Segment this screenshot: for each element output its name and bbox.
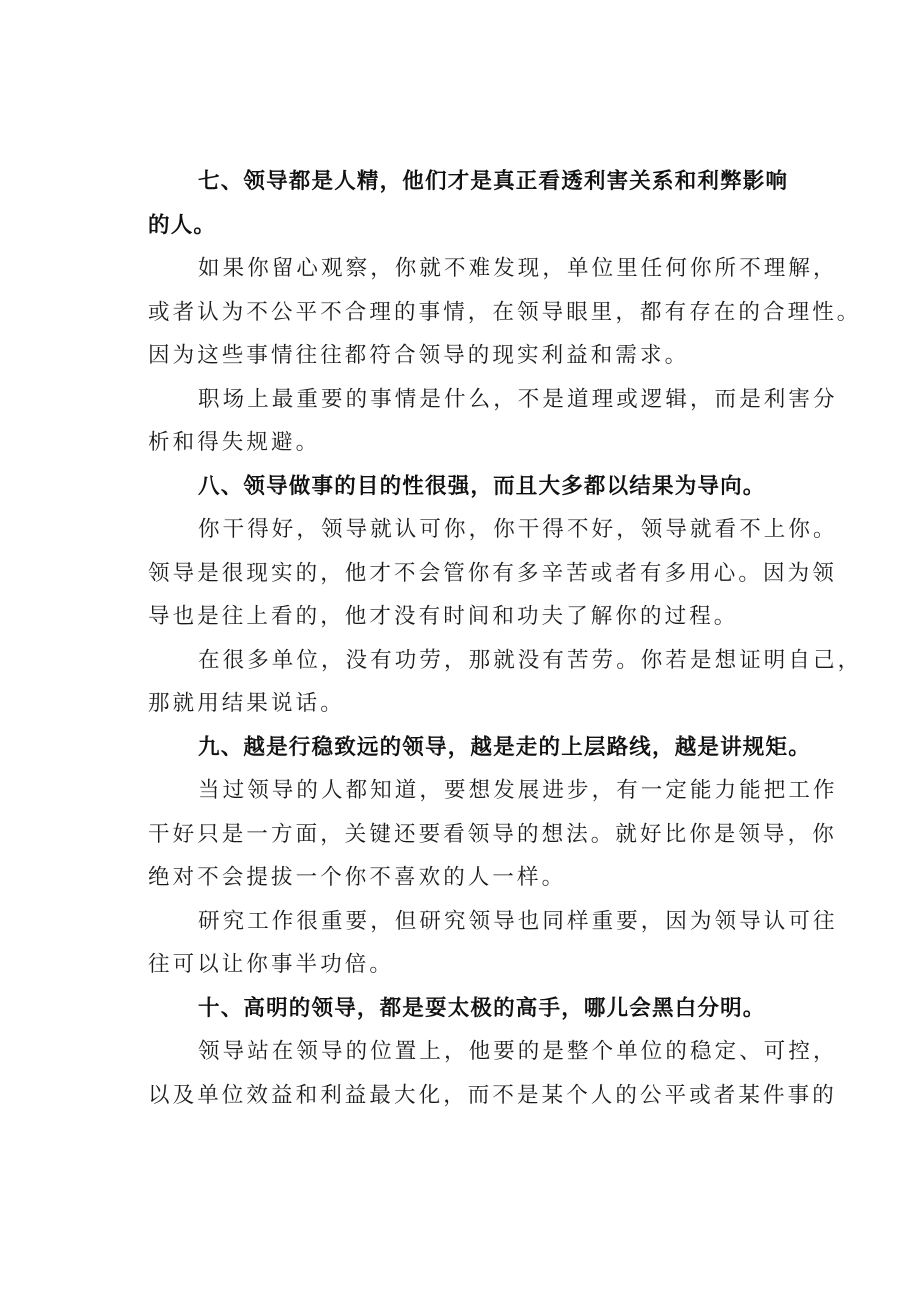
paragraph-line: 如果你留心观察，你就不难发现，单位里任何你所不理解， <box>198 256 838 281</box>
paragraph-line: 研究工作很重要，但研究领导也同样重要，因为领导认可往 <box>198 908 838 934</box>
paragraph-line: 那就用结果说话。 <box>148 691 345 716</box>
paragraph-line: 在很多单位，没有功劳，那就没有苦劳。你若是想证明自己， <box>198 647 863 673</box>
paragraph-line: 因为这些事情往往都符合领导的现实利益和需求。 <box>148 343 690 368</box>
section-heading-10: 十、高明的领导，都是耍太极的高手，哪儿会黑白分明。 <box>198 995 766 1021</box>
paragraph-line: 你干得好，领导就认可你，你干得不好，领导就看不上你。 <box>198 517 838 542</box>
paragraph-line: 析和得失规避。 <box>148 430 321 455</box>
paragraph-line: 职场上最重要的事情是什么，不是道理或逻辑，而是利害分 <box>198 386 838 412</box>
document-body <box>148 160 863 1117</box>
paragraph-line: 干好只是一方面，关键还要看领导的想法。就好比你是领导，你 <box>148 821 837 847</box>
section-heading-7-cont: 的人。 <box>148 212 217 238</box>
section-heading-8: 八、领导做事的目的性很强，而且大多都以结果为导向。 <box>198 473 766 499</box>
paragraph-line: 或者认为不公平不合理的事情，在领导眼里，都有存在的合理性。 <box>148 299 862 325</box>
paragraph-line: 绝对不会提拔一个你不喜欢的人一样。 <box>148 865 567 890</box>
section-heading-7: 七、领导都是人精，他们才是真正看透利害关系和利弊影响 <box>198 169 789 194</box>
section-heading-9: 九、越是行稳致远的领导，越是走的上层路线，越是讲规矩。 <box>198 734 811 760</box>
paragraph-line: 领导是很现实的，他才不会管你有多辛苦或者有多用心。因为领 <box>148 560 837 586</box>
paragraph-line: 以及单位效益和利益最大化，而不是某个人的公平或者某件事的 <box>148 1082 837 1108</box>
paragraph-line: 当过领导的人都知道，要想发展进步，有一定能力能把工作 <box>198 778 838 803</box>
paragraph-line: 导也是往上看的，他才没有时间和功夫了解你的过程。 <box>148 604 739 629</box>
paragraph-line: 领导站在领导的位置上，他要的是整个单位的稳定、可控， <box>198 1039 838 1064</box>
paragraph-line: 往可以让你事半功倍。 <box>148 952 395 977</box>
